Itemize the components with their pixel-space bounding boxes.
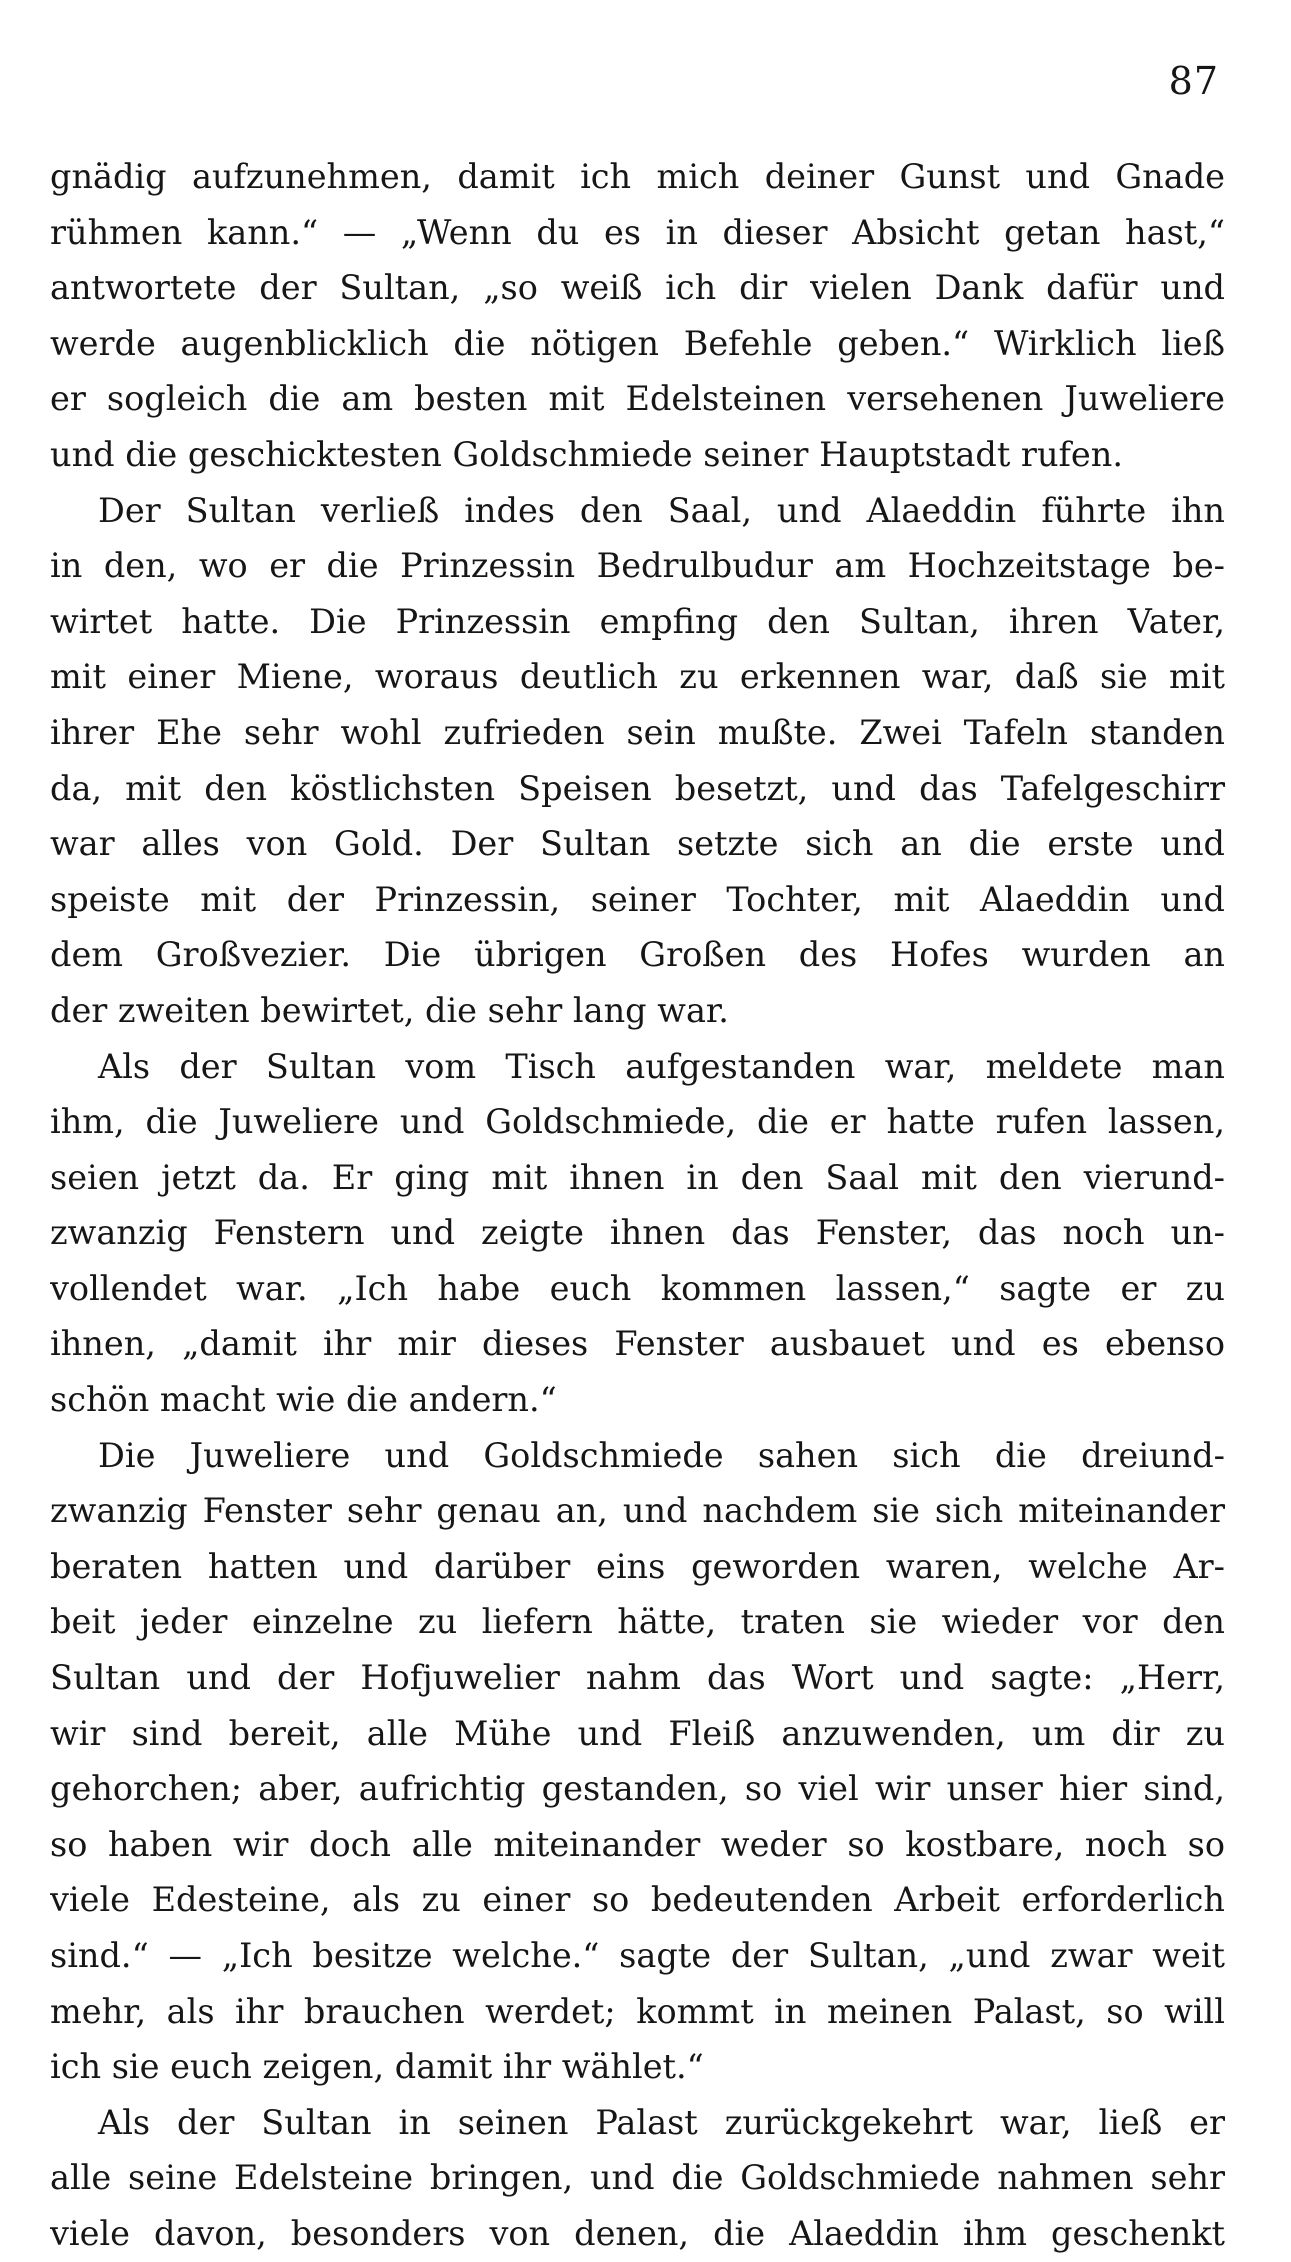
text-line: antwortete der Sultan, „so weiß ich dir vielen Dank dafür und	[50, 268, 1225, 308]
text-line: seien jetzt da. Er ging mit ihnen in den Saal mit den vierund-	[50, 1157, 1225, 1197]
text-line: dem Großvezier. Die übrigen Großen des Hofes wurden an	[50, 935, 1225, 975]
text-line: wir sind bereit, alle Mühe und Fleiß anzuwenden, um dir zu	[50, 1713, 1225, 1753]
text-line: zwanzig Fenster sehr genau an, und nachdem sie sich miteinander	[50, 1491, 1225, 1531]
text-line: viele davon, besonders von denen, die Alaeddin ihm geschenkt	[50, 2213, 1225, 2253]
text-line: sind.“ — „Ich besitze welche.“ sagte der Sultan, „und zwar weit	[50, 1936, 1225, 1975]
text-line: viele Edesteine, als zu einer so bedeutenden Arbeit erforderlich	[50, 1880, 1225, 1920]
text-line: zwanzig Fenstern und zeigte ihnen das Fenster, das noch un-	[50, 1213, 1225, 1253]
text-line: er sogleich die am besten mit Edelsteinen versehenen Juweliere	[50, 379, 1225, 419]
text-line: ihnen, „damit ihr mir dieses Fenster ausbauet und es ebenso	[50, 1324, 1225, 1364]
text-line: gnädig aufzunehmen, damit ich mich deiner Gunst und Gnade	[50, 157, 1225, 196]
text-line: ich sie euch zeigen, damit ihr wählet.“	[50, 2047, 704, 2087]
text-line: war alles von Gold. Der Sultan setzte sich an die erste und	[50, 824, 1225, 864]
body-text	[50, 149, 1225, 2262]
text-line: Als der Sultan vom Tisch aufgestanden war, meldete man	[98, 1046, 1225, 1086]
text-line: Als der Sultan in seinen Palast zurückgekehrt war, ließ er	[98, 2102, 1225, 2142]
text-line: werde augenblicklich die nötigen Befehle geben.“ Wirklich ließ	[50, 323, 1225, 363]
text-line: mit einer Miene, woraus deutlich zu erkennen war, daß sie mit	[50, 657, 1225, 697]
text-line: mehr, als ihr brauchen werdet; kommt in meinen Palast, so will	[50, 1991, 1225, 2031]
text-line: schön macht wie die andern.“	[50, 1380, 557, 1420]
text-line: alle seine Edelsteine bringen, und die Goldschmiede nahmen sehr	[50, 2158, 1225, 2198]
text-line: da, mit den köstlichsten Speisen besetzt, und das Tafelgeschirr	[50, 768, 1225, 808]
text-line: speiste mit der Prinzessin, seiner Tochter, mit Alaeddin und	[50, 879, 1225, 919]
text-line: der zweiten bewirtet, die sehr lang war.	[50, 990, 729, 1030]
text-line: Der Sultan verließ indes den Saal, und Alaeddin führte ihn	[98, 490, 1225, 530]
text-line: gehorchen; aber, aufrichtig gestanden, so viel wir unser hier sind,	[50, 1769, 1225, 1809]
text-line: Die Juweliere und Goldschmiede sahen sich die dreiund-	[98, 1435, 1225, 1475]
text-line: und die geschicktesten Goldschmiede seiner Hauptstadt rufen.	[50, 434, 1123, 474]
text-line: ihm, die Juweliere und Goldschmiede, die er hatte rufen lassen,	[50, 1102, 1225, 1142]
text-line: so haben wir doch alle miteinander weder so kostbare, noch so	[50, 1824, 1225, 1864]
text-line: rühmen kann.“ — „Wenn du es in dieser Absicht getan hast,“	[50, 212, 1225, 252]
text-line: beraten hatten und darüber eins geworden waren, welche Ar-	[50, 1546, 1225, 1586]
text-line: in den, wo er die Prinzessin Bedrulbudur am Hochzeitstage be-	[50, 546, 1225, 586]
text-line: beit jeder einzelne zu liefern hätte, traten sie wieder vor den	[50, 1602, 1225, 1642]
text-line: wirtet hatte. Die Prinzessin empfing den Sultan, ihren Vater,	[50, 601, 1225, 641]
page-number: 87	[1168, 59, 1219, 103]
text-line: ihrer Ehe sehr wohl zufrieden sein mußte. Zwei Tafeln standen	[50, 712, 1225, 752]
text-line: Sultan und der Hofjuwelier nahm das Wort und sagte: „Herr,	[50, 1658, 1225, 1698]
text-line: vollendet war. „Ich habe euch kommen lassen,“ sagte er zu	[50, 1268, 1225, 1308]
